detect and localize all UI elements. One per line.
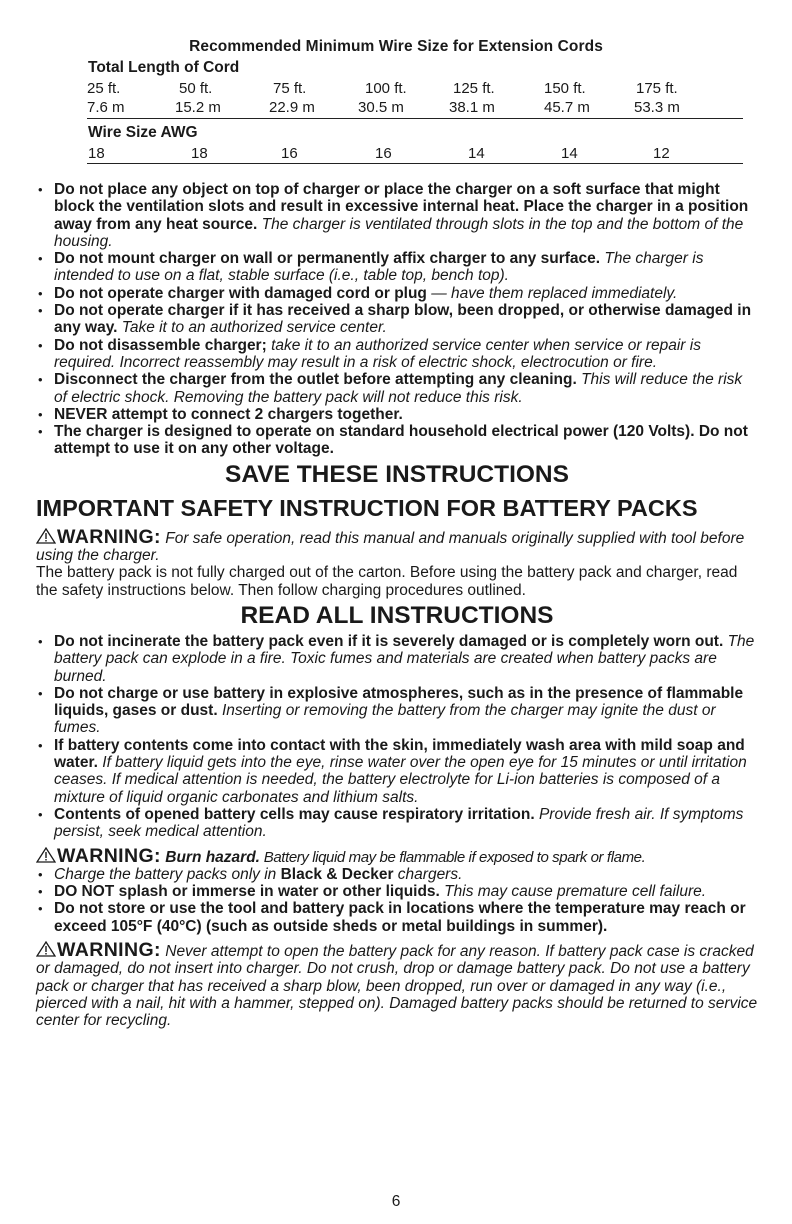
battery-safety-heading: IMPORTANT SAFETY INSTRUCTION FOR BATTERY PACKS bbox=[36, 494, 698, 521]
charger-safety-list bbox=[36, 181, 758, 458]
list-item: • Do not mount charger on wall or permanently affix charger to any surface. The charger is intended to use on a flat, stable surface (i.e., table top, bench top). bbox=[36, 250, 758, 285]
warning-triangle-icon bbox=[36, 528, 56, 544]
table-rule bbox=[87, 163, 743, 164]
list-item: • Do not operate charger if it has received a sharp blow, been dropped, or otherwise damaged in any way. Take it to an authorized service center. bbox=[36, 302, 758, 337]
table-cell: 53.3 m bbox=[634, 99, 680, 116]
wire-table-awg-label: Wire Size AWG bbox=[88, 124, 198, 141]
table-cell: 175 ft. bbox=[636, 80, 678, 97]
warning-open-battery bbox=[36, 938, 758, 1030]
battery-safety-list bbox=[36, 633, 758, 841]
list-item: • Contents of opened battery cells may cause respiratory irritation. Provide fresh air. If symptoms persist, seek medical attention. bbox=[36, 806, 758, 841]
table-cell: 150 ft. bbox=[544, 80, 586, 97]
table-cell: 7.6 m bbox=[87, 99, 125, 116]
warning-text: Never attempt to open the battery pack for any reason. If battery pack case is cracked or damaged, do not insert into charger. Do not crush, drop or damage battery pack. Do not use a battery pack or charger that has received a sharp blow, been dropped, run over or damaged in any way (i.e., pierced with a nail, hit with a hammer, stepped on). Damaged battery packs should be returned to service center for recycling. bbox=[36, 942, 758, 1030]
table-cell: 25 ft. bbox=[87, 80, 121, 97]
wire-table-meters-row bbox=[87, 99, 743, 117]
list-item: • Do not place any object on top of charger or place the charger on a soft surface that might block the ventilation slots and result in excessive internal heat. Place the charger in a position away from any heat source. The charger is ventilated through slots in the top and the bottom of the housing. bbox=[36, 181, 758, 250]
table-cell: 18 bbox=[191, 145, 208, 162]
warning-operation bbox=[36, 525, 758, 565]
table-cell: 14 bbox=[468, 145, 485, 162]
warning-label: WARNING: bbox=[57, 844, 161, 867]
table-cell: 50 ft. bbox=[179, 80, 213, 97]
warning-text: For safe operation, read this manual and manuals originally supplied with tool before using the charger. bbox=[36, 529, 745, 565]
list-item: • Do not disassemble charger; take it to an authorized service center when service or repair is required. Incorrect reassembly may result in a risk of electric shock, electrocution or fire. bbox=[36, 337, 758, 372]
table-cell: 12 bbox=[653, 145, 670, 162]
table-cell: 125 ft. bbox=[453, 80, 495, 97]
table-cell: 45.7 m bbox=[544, 99, 590, 116]
list-item: • NEVER attempt to connect 2 chargers together. bbox=[36, 406, 758, 423]
list-item: • Charge the battery packs only in Black & Decker chargers. bbox=[36, 866, 758, 883]
table-cell: 75 ft. bbox=[273, 80, 307, 97]
table-cell: 18 bbox=[88, 145, 105, 162]
list-item: • Do not operate charger with damaged cord or plug — have them replaced immediately. bbox=[36, 285, 758, 302]
wire-table-title: Recommended Minimum Wire Size for Extension Cords bbox=[189, 38, 603, 55]
table-cell: 22.9 m bbox=[269, 99, 315, 116]
wire-table-awg-row bbox=[87, 145, 743, 163]
wire-table-feet-row bbox=[87, 80, 743, 98]
list-item: • Do not incinerate the battery pack even if it is severely damaged or is completely worn out. The battery pack can explode in a fire. Toxic fumes and materials are created when battery packs are burned. bbox=[36, 633, 758, 685]
list-item: • DO NOT splash or immerse in water or other liquids. This may cause premature cell failure. bbox=[36, 883, 758, 900]
table-cell: 100 ft. bbox=[365, 80, 407, 97]
page-number: 6 bbox=[391, 1193, 401, 1210]
table-rule bbox=[87, 118, 743, 119]
list-item: • Do not store or use the tool and battery pack in locations where the temperature may reach or exceed 105°F (40°C) (such as outside sheds or metal buildings in summer). bbox=[36, 900, 758, 935]
warning-label: WARNING: bbox=[57, 938, 161, 961]
table-cell: 30.5 m bbox=[358, 99, 404, 116]
save-instructions-heading: SAVE THESE INSTRUCTIONS bbox=[225, 460, 569, 488]
warning-text: Battery liquid may be flammable if exposed to spark or flame. bbox=[259, 848, 646, 866]
safety-content bbox=[36, 181, 758, 1029]
warning-triangle-icon bbox=[36, 941, 56, 957]
table-cell: 14 bbox=[561, 145, 578, 162]
wire-table-length-label: Total Length of Cord bbox=[88, 59, 240, 76]
table-cell: 15.2 m bbox=[175, 99, 221, 116]
battery-intro-paragraph: The battery pack is not fully charged out of the carton. Before using the battery pack and charger, read the safety instructions below. Then follow charging procedures outlined. bbox=[36, 564, 738, 599]
warning-burn-hazard bbox=[36, 844, 758, 867]
table-cell: 16 bbox=[375, 145, 392, 162]
table-cell: 38.1 m bbox=[449, 99, 495, 116]
list-item: • If battery contents come into contact with the skin, immediately wash area with mild soap and water. If battery liquid gets into the eye, rinse water over the open eye for 15 minutes or until irritation ceases. If medical attention is needed, the battery electrolyte for Li-ion batteries is composed of a mixture of liquid organic carbonates and lithium salts. bbox=[36, 737, 758, 806]
burn-hazard-label: Burn hazard. bbox=[160, 848, 260, 866]
burn-hazard-list bbox=[36, 866, 758, 935]
list-item: • Do not charge or use battery in explosive atmospheres, such as in the presence of flammable liquids, gases or dust. Inserting or removing the battery from the charger may ignite the dust or fumes. bbox=[36, 685, 758, 737]
table-cell: 16 bbox=[281, 145, 298, 162]
list-item: • Disconnect the charger from the outlet before attempting any cleaning. This will reduce the risk of electric shock. Removing the battery pack will not reduce this risk. bbox=[36, 371, 758, 406]
warning-label: WARNING: bbox=[57, 525, 161, 548]
list-item: • The charger is designed to operate on standard household electrical power (120 Volts). Do not attempt to use it on any other voltage. bbox=[36, 423, 758, 458]
read-instructions-heading: READ ALL INSTRUCTIONS bbox=[240, 601, 554, 629]
warning-triangle-icon bbox=[36, 847, 56, 863]
